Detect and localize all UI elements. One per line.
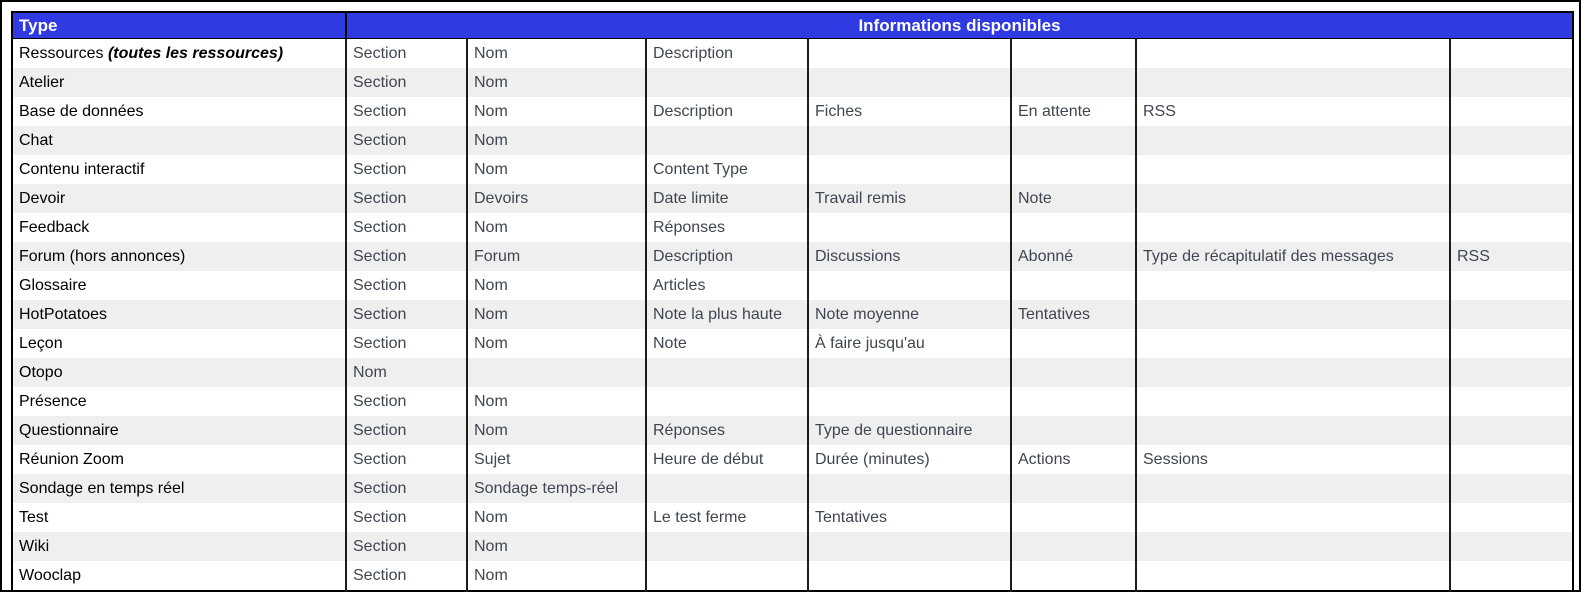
table-row (12, 68, 1573, 97)
table-row (12, 503, 1573, 532)
info-cell: Nom (467, 271, 646, 300)
table-row (12, 242, 1573, 271)
info-cell (1450, 213, 1573, 242)
info-cell: Nom (467, 416, 646, 445)
table-row (12, 97, 1573, 126)
info-cell (808, 126, 1011, 155)
info-cell (1450, 387, 1573, 416)
info-cell: Section (346, 329, 467, 358)
type-cell (12, 39, 346, 69)
info-cell: Articles (646, 271, 808, 300)
info-cell (808, 271, 1011, 300)
info-cell (1011, 474, 1136, 503)
type-cell (12, 300, 346, 329)
info-cell: Type de questionnaire (808, 416, 1011, 445)
type-label: Test (19, 508, 49, 526)
info-cell: Fiches (808, 97, 1011, 126)
table-row (12, 416, 1573, 445)
info-cell (808, 474, 1011, 503)
info-cell: Forum (467, 242, 646, 271)
info-cell (1136, 329, 1450, 358)
type-cell (12, 329, 346, 358)
header-row (12, 12, 1573, 39)
table-row (12, 155, 1573, 184)
type-cell (12, 242, 346, 271)
info-cell: Sessions (1136, 445, 1450, 474)
info-cell: Section (346, 445, 467, 474)
type-label: Questionnaire (19, 421, 119, 439)
info-cell (1011, 503, 1136, 532)
info-cell: Heure de début (646, 445, 808, 474)
info-cell (646, 387, 808, 416)
info-cell (1011, 561, 1136, 591)
info-cell (1136, 271, 1450, 300)
info-cell (1136, 561, 1450, 591)
info-cell (1011, 532, 1136, 561)
info-cell: Actions (1011, 445, 1136, 474)
info-cell (808, 532, 1011, 561)
type-cell (12, 561, 346, 591)
info-cell (808, 387, 1011, 416)
type-cell (12, 155, 346, 184)
type-cell (12, 184, 346, 213)
info-cell (808, 155, 1011, 184)
type-label: Devoir (19, 189, 66, 207)
type-cell (12, 474, 346, 503)
info-cell (1136, 532, 1450, 561)
info-cell: Nom (346, 358, 467, 387)
info-cell: Abonné (1011, 242, 1136, 271)
info-cell: Section (346, 503, 467, 532)
type-label: Atelier (19, 73, 65, 91)
info-cell (1011, 213, 1136, 242)
table-header (12, 12, 1573, 39)
info-cell: Section (346, 126, 467, 155)
info-cell (1136, 387, 1450, 416)
info-cell (1136, 184, 1450, 213)
table-row (12, 445, 1573, 474)
info-cell: Travail remis (808, 184, 1011, 213)
info-cell (1450, 126, 1573, 155)
info-cell: Nom (467, 387, 646, 416)
info-cell: Section (346, 416, 467, 445)
info-cell (1136, 39, 1450, 69)
type-cell (12, 271, 346, 300)
type-label: Wooclap (19, 566, 81, 584)
info-cell (1011, 68, 1136, 97)
info-cell (808, 68, 1011, 97)
info-cell: Note la plus haute (646, 300, 808, 329)
type-note: (toutes les ressources) (107, 44, 284, 62)
info-cell: Tentatives (808, 503, 1011, 532)
info-cell (1136, 68, 1450, 97)
info-cell: Content Type (646, 155, 808, 184)
info-cell (1450, 329, 1573, 358)
type-cell (12, 68, 346, 97)
info-cell (1011, 155, 1136, 184)
table-row (12, 532, 1573, 561)
info-cell (646, 561, 808, 591)
info-cell (646, 474, 808, 503)
type-label: HotPotatoes (19, 305, 108, 323)
info-cell: Section (346, 532, 467, 561)
info-cell (1136, 155, 1450, 184)
table-row (12, 561, 1573, 591)
info-cell (1450, 474, 1573, 503)
info-cell: Réponses (646, 213, 808, 242)
info-cell: Discussions (808, 242, 1011, 271)
info-cell: Nom (467, 126, 646, 155)
info-cell (1450, 416, 1573, 445)
info-cell (1136, 213, 1450, 242)
info-cell (1450, 300, 1573, 329)
info-cell (1450, 68, 1573, 97)
info-cell (808, 561, 1011, 591)
type-label: Présence (19, 392, 87, 410)
info-cell: RSS (1136, 97, 1450, 126)
type-cell (12, 445, 346, 474)
table-row (12, 271, 1573, 300)
info-cell: Nom (467, 213, 646, 242)
info-cell (646, 68, 808, 97)
info-cell: Devoirs (467, 184, 646, 213)
info-cell: Sondage temps-réel (467, 474, 646, 503)
type-label: Chat (19, 131, 53, 149)
info-cell (646, 532, 808, 561)
table-row (12, 474, 1573, 503)
type-label: Leçon (19, 334, 63, 352)
info-cell: RSS (1450, 242, 1573, 271)
info-cell (1450, 97, 1573, 126)
info-cell: Section (346, 213, 467, 242)
info-cell (1011, 39, 1136, 69)
info-cell: Nom (467, 561, 646, 591)
info-cell: Sujet (467, 445, 646, 474)
info-cell: Description (646, 242, 808, 271)
info-cell (1450, 271, 1573, 300)
info-cell: Note (1011, 184, 1136, 213)
type-cell (12, 532, 346, 561)
type-cell (12, 126, 346, 155)
column-header-type: Type (12, 12, 346, 39)
info-cell: Durée (minutes) (808, 445, 1011, 474)
info-cell (1136, 300, 1450, 329)
info-cell: Nom (467, 68, 646, 97)
info-cell: Réponses (646, 416, 808, 445)
info-cell: Nom (467, 155, 646, 184)
info-cell (1450, 532, 1573, 561)
type-cell (12, 213, 346, 242)
info-cell: Date limite (646, 184, 808, 213)
info-cell: Section (346, 300, 467, 329)
info-cell (1011, 126, 1136, 155)
info-cell: Section (346, 387, 467, 416)
info-cell: Description (646, 97, 808, 126)
info-cell: Section (346, 68, 467, 97)
info-cell: Section (346, 97, 467, 126)
info-cell (646, 126, 808, 155)
info-cell: Section (346, 271, 467, 300)
info-cell (808, 213, 1011, 242)
type-label: Contenu interactif (19, 160, 145, 178)
info-cell: En attente (1011, 97, 1136, 126)
table-row (12, 184, 1573, 213)
info-cell (1136, 416, 1450, 445)
table-row (12, 329, 1573, 358)
type-label: Sondage en temps réel (19, 479, 185, 497)
info-cell (1011, 329, 1136, 358)
type-label: Base de données (19, 102, 144, 120)
info-cell: Nom (467, 97, 646, 126)
info-cell (467, 358, 646, 387)
table-row (12, 126, 1573, 155)
info-cell (1011, 271, 1136, 300)
info-cell (1450, 155, 1573, 184)
info-cell (1136, 503, 1450, 532)
info-cell: Note (646, 329, 808, 358)
table-row (12, 300, 1573, 329)
type-label: Feedback (19, 218, 90, 236)
info-cell (1011, 358, 1136, 387)
type-label: Ressources (19, 44, 104, 62)
info-cell: Nom (467, 39, 646, 69)
info-cell: À faire jusqu'au (808, 329, 1011, 358)
resource-info-table (11, 11, 1574, 592)
type-label: Réunion Zoom (19, 450, 124, 468)
info-cell (1136, 358, 1450, 387)
info-cell: Nom (467, 503, 646, 532)
info-cell (1450, 503, 1573, 532)
info-cell: Section (346, 242, 467, 271)
info-cell: Section (346, 474, 467, 503)
table-body (12, 39, 1573, 592)
info-cell (1450, 445, 1573, 474)
info-cell (1450, 184, 1573, 213)
info-cell (1450, 561, 1573, 591)
info-cell: Nom (467, 329, 646, 358)
table-row (12, 387, 1573, 416)
info-cell: Le test ferme (646, 503, 808, 532)
table-row (12, 39, 1573, 69)
info-cell (1136, 126, 1450, 155)
info-cell: Description (646, 39, 808, 69)
info-cell: Nom (467, 300, 646, 329)
info-cell: Note moyenne (808, 300, 1011, 329)
info-cell: Type de récapitulatif des messages (1136, 242, 1450, 271)
type-label: Wiki (19, 537, 50, 555)
type-cell (12, 97, 346, 126)
type-cell (12, 387, 346, 416)
type-cell (12, 358, 346, 387)
type-cell (12, 503, 346, 532)
info-cell (646, 358, 808, 387)
info-cell (808, 39, 1011, 69)
info-cell (1011, 416, 1136, 445)
type-label: Forum (hors annonces) (19, 247, 186, 265)
info-cell: Section (346, 184, 467, 213)
info-cell: Section (346, 39, 467, 69)
type-cell (12, 416, 346, 445)
table-row (12, 358, 1573, 387)
type-label: Glossaire (19, 276, 87, 294)
info-cell (1136, 474, 1450, 503)
info-cell: Nom (467, 532, 646, 561)
info-cell (1450, 358, 1573, 387)
info-cell (1011, 387, 1136, 416)
column-header-informations-disponibles: Informations disponibles (346, 12, 1573, 39)
info-cell: Section (346, 561, 467, 591)
info-cell (1450, 39, 1573, 69)
type-label: Otopo (19, 363, 63, 381)
table-row (12, 213, 1573, 242)
info-cell: Section (346, 155, 467, 184)
info-cell (808, 358, 1011, 387)
info-cell: Tentatives (1011, 300, 1136, 329)
